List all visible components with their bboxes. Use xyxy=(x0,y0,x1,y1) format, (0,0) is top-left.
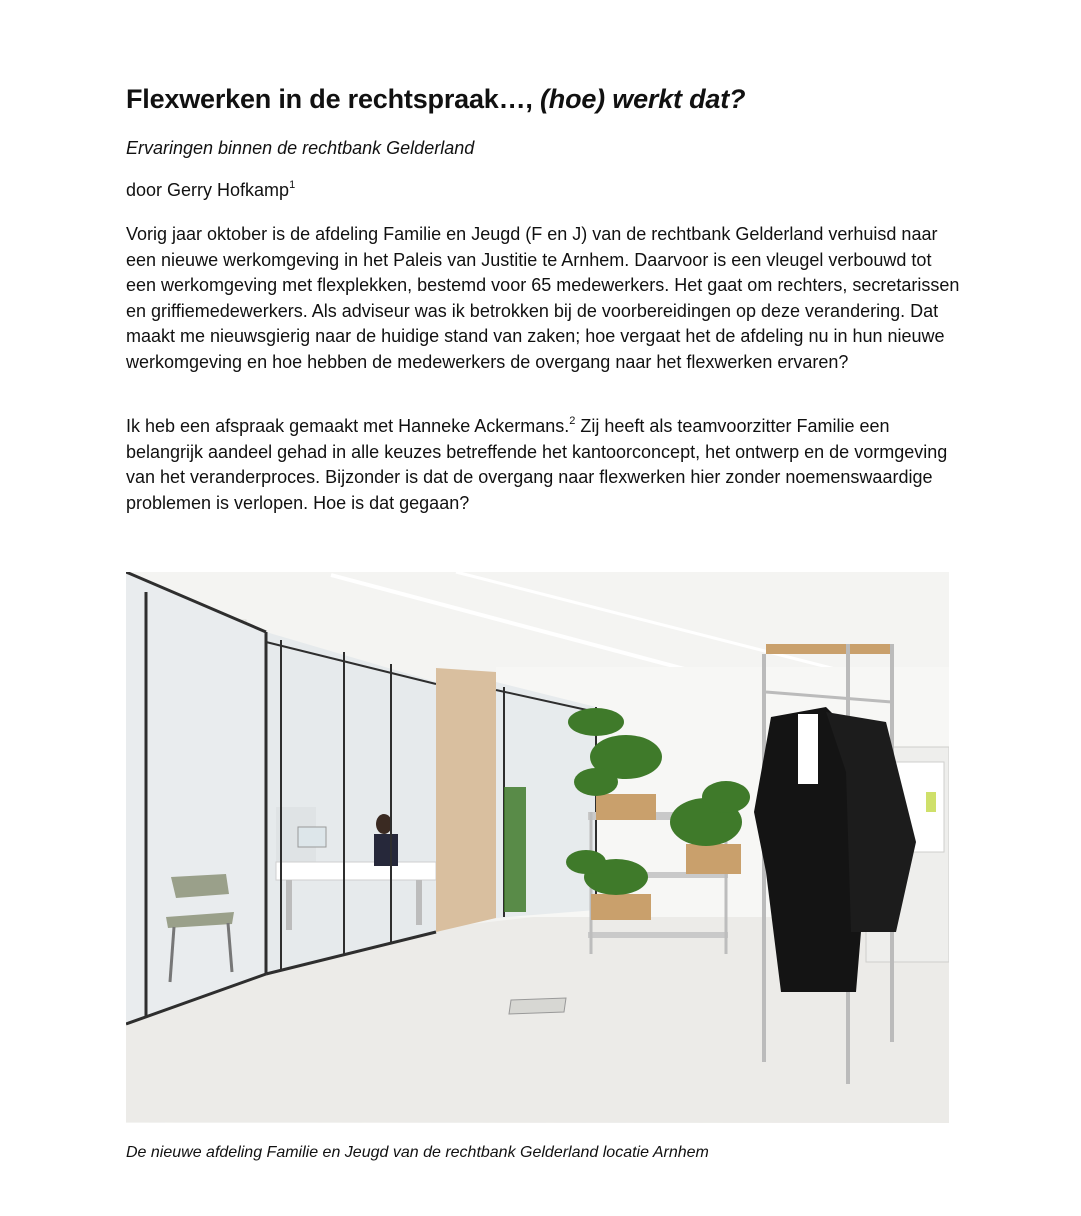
title-main: Flexwerken in de rechtspraak…, xyxy=(126,84,540,114)
author-byline xyxy=(126,180,295,201)
footnote-marker-2[interactable]: 2 xyxy=(569,415,576,427)
title-question: (hoe) werkt dat? xyxy=(539,84,746,114)
paragraph-appointment-start: Ik heb een afspraak gemaakt met Hanneke Ackermans. xyxy=(126,416,570,436)
office-photo xyxy=(126,572,949,1123)
author-name: door Gerry Hofkamp xyxy=(126,180,290,200)
article-subtitle: Ervaringen binnen de rechtbank Gelderland xyxy=(126,138,475,158)
article-title xyxy=(126,84,745,115)
photo-caption: De nieuwe afdeling Familie en Jeugd van de rechtbank Gelderland locatie Arnhem xyxy=(126,1144,709,1161)
paragraph-intro: Vorig jaar oktober is de afdeling Familie en Jeugd (F en J) van de rechtbank Gelderland verhuisd naar een nieuwe werkomgeving in het Paleis van Justitie te Arnhem. Daarvoor is een vleugel verbouwd tot een werkomgeving met flexplekken, bestemd voor 65 medewerkers. Het gaat om rechters, secretarissen en griffiemedewerkers. Als adviseur was ik betrokken bij de voorbereidingen op deze verandering. Dat maakt me nieuwsgierig naar de huidige stand van zaken; hoe vergaat het de afdeling nu in hun nieuwe werkomgeving en hoe hebben de medewerkers de overgang naar het flexwerken ervaren? xyxy=(126,224,960,372)
wooden-door xyxy=(436,668,496,932)
footnote-marker-1[interactable]: 1 xyxy=(289,179,296,191)
floor-outlet xyxy=(509,998,566,1014)
paragraph-appointment xyxy=(126,414,966,516)
paragraph-appointment-rest: Zij heeft als teamvoorzitter Familie een belangrijk aandeel gehad in alle keuzes betreffende het kantoorconcept, het ontwerp en de vormgeving van het veranderproces. Bijzonder is dat de overgang naar flexwerken hier zonder noemenswaardige problemen is verlopen. Hoe is dat gegaan? xyxy=(126,416,948,513)
